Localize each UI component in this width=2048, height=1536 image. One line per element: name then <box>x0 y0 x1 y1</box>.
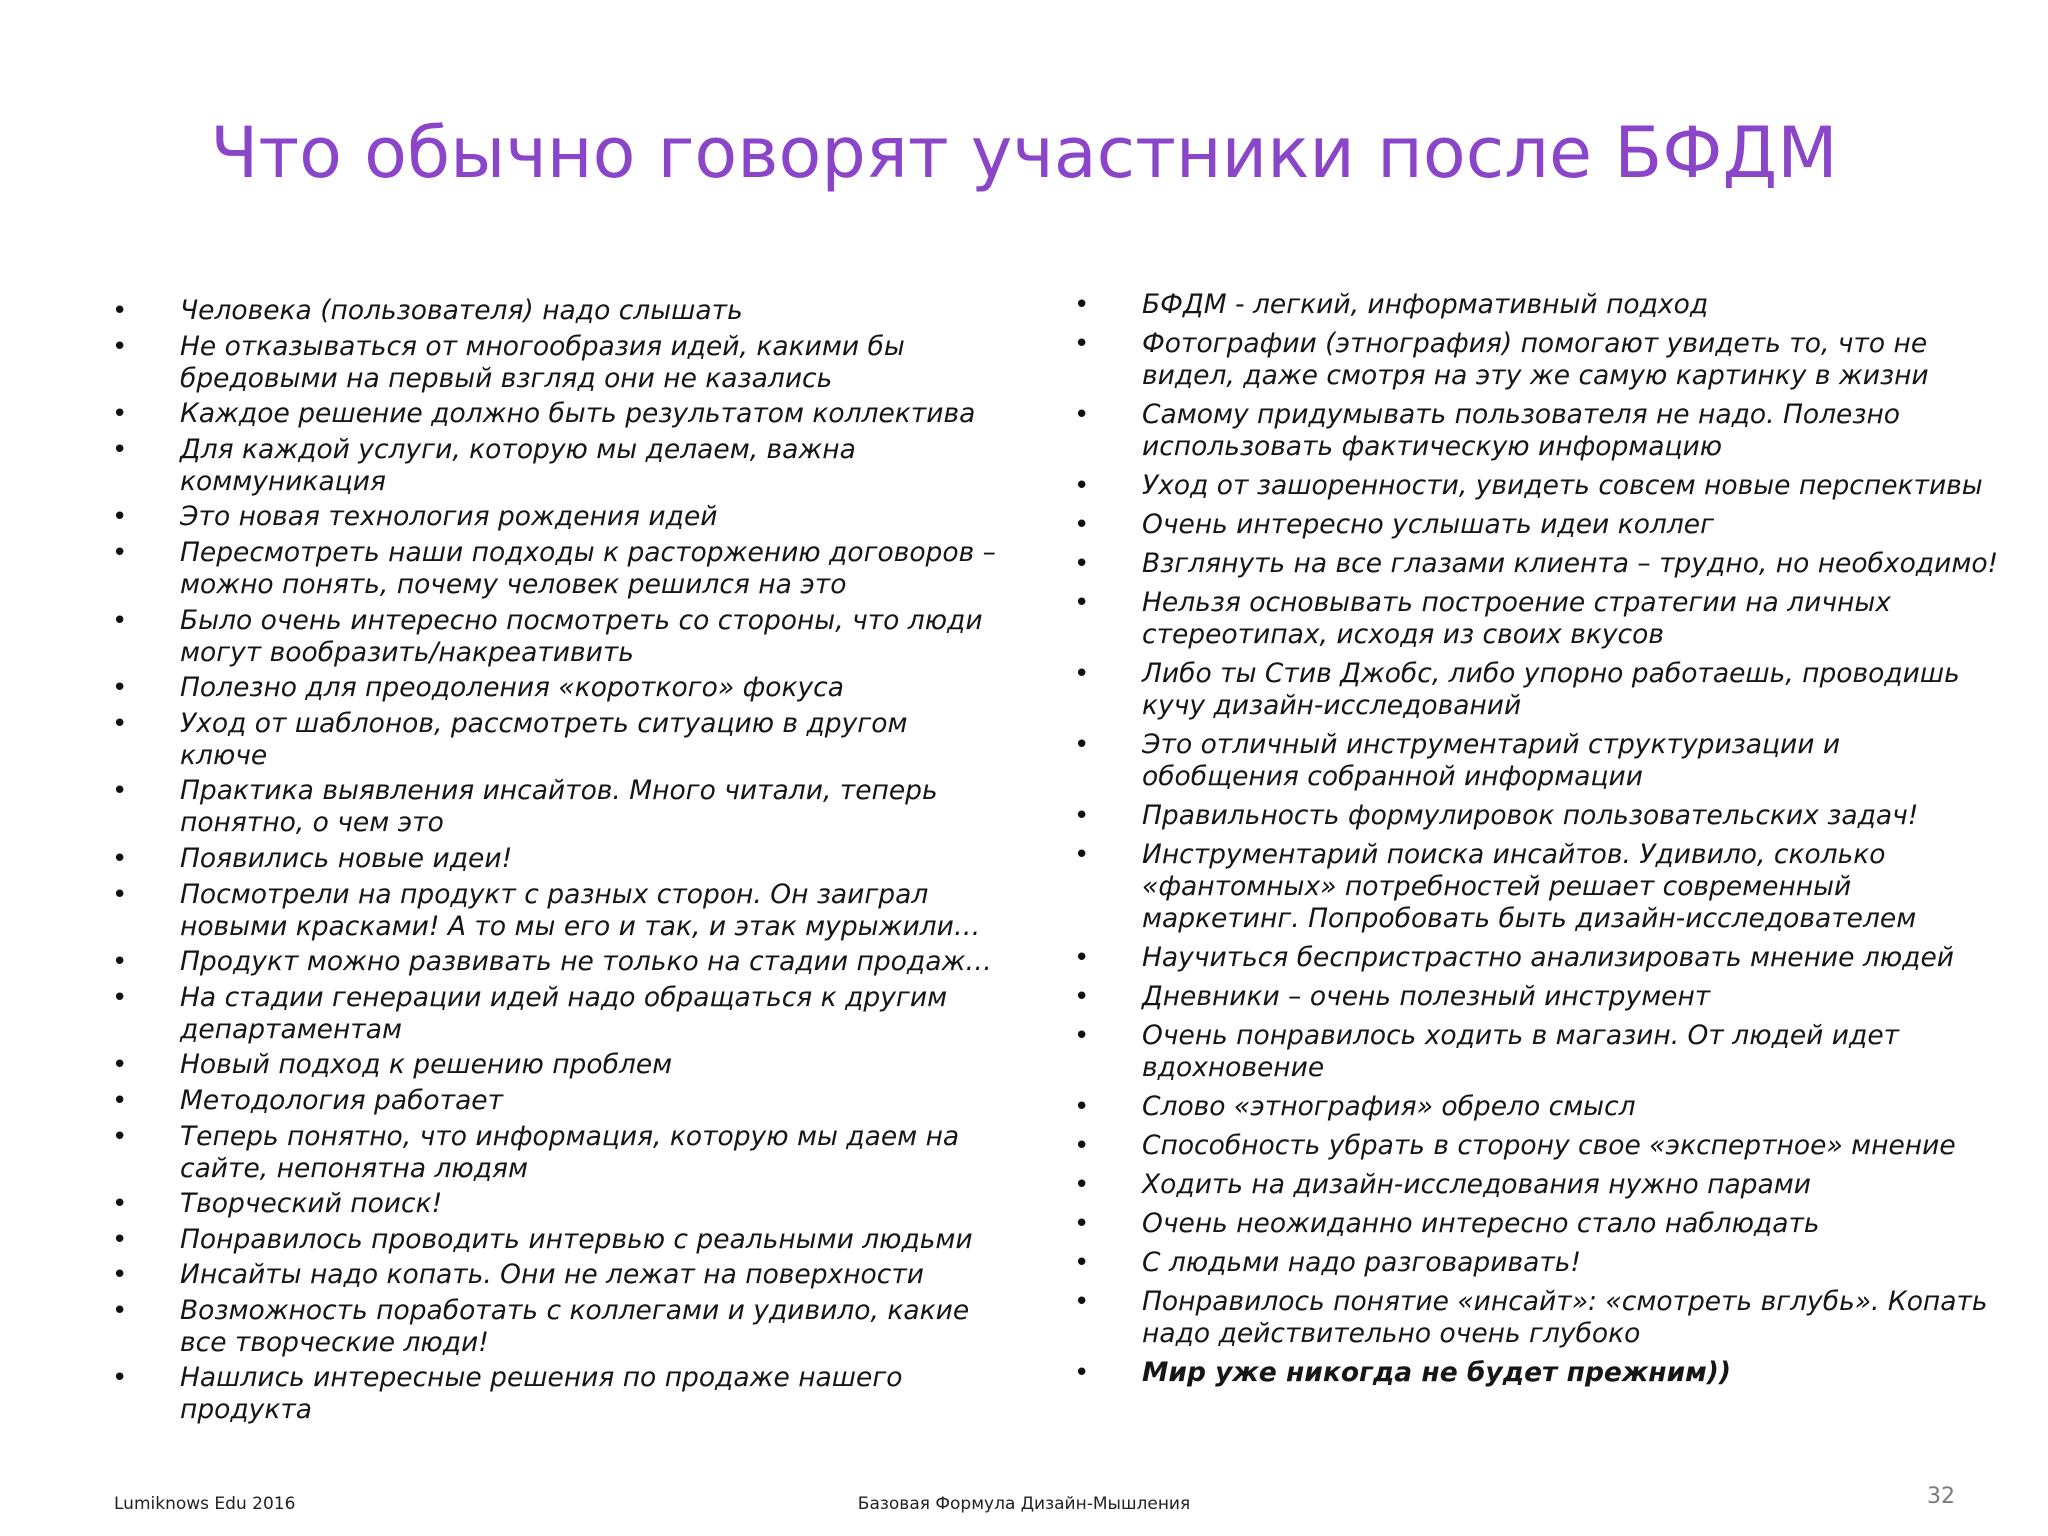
list-item-text: Нашлись интересные решения по продаже нашего продукта <box>180 1362 903 1426</box>
bullet-icon: • <box>112 1224 128 1255</box>
list-item <box>100 537 1000 601</box>
list-item <box>100 1049 1000 1081</box>
list-item <box>1062 399 2002 463</box>
list-item-text: Способность убрать в сторону свое «экспертное» мнение <box>1142 1130 1956 1161</box>
list-item <box>100 1224 1000 1256</box>
list-item <box>1062 981 2002 1013</box>
list-item <box>1062 1208 2002 1240</box>
bullet-icon: • <box>1074 840 1090 870</box>
footer-course-title: Базовая Формула Дизайн-Мышления <box>857 1494 1191 1514</box>
list-item <box>100 1121 1000 1185</box>
list-item <box>1062 1091 2002 1123</box>
bullet-icon: • <box>1074 943 1090 973</box>
list-item <box>1062 839 2002 935</box>
list-item-text: Слово «этнография» обрело смысл <box>1142 1091 1636 1122</box>
bullet-icon: • <box>1074 290 1090 320</box>
list-item <box>100 843 1000 875</box>
list-item <box>1062 328 2002 392</box>
bullet-icon: • <box>1074 510 1090 540</box>
list-item <box>1062 548 2002 580</box>
bullet-icon: • <box>112 502 128 533</box>
bullet-icon: • <box>112 1189 128 1220</box>
bullet-icon: • <box>112 399 128 430</box>
list-item <box>1062 658 2002 722</box>
list-item <box>100 879 1000 943</box>
list-item <box>100 775 1000 839</box>
list-item-text: Понравилось проводить интервью с реальными людьми <box>180 1223 973 1255</box>
list-item-text: Теперь понятно, что информация, которую мы даем на сайте, непонятна людям <box>180 1120 960 1184</box>
list-item <box>100 1259 1000 1291</box>
list-item-text: Новый подход к решению проблем <box>180 1049 673 1081</box>
list-item-text: Взглянуть на все глазами клиента – трудно, но необходимо! <box>1142 548 1999 579</box>
bullet-icon: • <box>112 776 128 807</box>
list-item-text: Продукт можно развивать не только на стадии продаж… <box>180 946 992 978</box>
bullet-icon: • <box>1074 329 1090 359</box>
list-item <box>100 1188 1000 1220</box>
list-item-text: Для каждой услуги, которую мы делаем, важна коммуникация <box>180 433 856 497</box>
bullet-icon: • <box>112 537 128 568</box>
bullet-icon: • <box>112 1050 128 1081</box>
page-number: 32 <box>1927 1484 1955 1509</box>
list-item-text: Фотографии (этнография) помогают увидеть то, что не видел, даже смотря на эту же самую картинку в жизни <box>1142 328 1929 391</box>
list-item <box>100 1295 1000 1359</box>
bullet-icon: • <box>112 708 128 739</box>
bullet-icon: • <box>1074 1021 1090 1051</box>
list-item <box>100 398 1000 430</box>
bullet-icon: • <box>112 1085 128 1116</box>
bullet-icon: • <box>112 1121 128 1152</box>
list-item-text: Инсайты надо копать. Они не лежат на поверхности <box>180 1259 924 1291</box>
list-item-text: Понравилось понятие «инсайт»: «смотреть вглубь». Копать надо действительно очень глубоко <box>1142 1286 1988 1349</box>
bullet-icon: • <box>112 1295 128 1326</box>
list-item-text: Творческий поиск! <box>180 1188 443 1220</box>
bullet-icon: • <box>1074 1209 1090 1239</box>
bullet-icon: • <box>112 296 128 326</box>
bullet-icon: • <box>112 1363 128 1394</box>
list-item <box>1062 509 2002 541</box>
list-item-text: Возможность поработать с коллегами и удивило, какие все творческие люди! <box>180 1294 970 1358</box>
list-item <box>1062 729 2002 793</box>
bullet-icon: • <box>1074 1170 1090 1200</box>
list-item <box>100 1362 1000 1426</box>
list-item <box>1062 800 2002 832</box>
bullet-icon: • <box>1074 1287 1090 1317</box>
list-item <box>1062 470 2002 502</box>
list-item-text: Каждое решение должно быть результатом коллектива <box>180 398 976 430</box>
list-item-text: Очень интересно услышать идеи коллег <box>1142 509 1715 540</box>
list-item <box>100 501 1000 533</box>
list-item <box>1062 1130 2002 1162</box>
list-item <box>1062 1020 2002 1084</box>
bullet-icon: • <box>1074 982 1090 1012</box>
list-item <box>100 672 1000 704</box>
list-item-text: Дневники – очень полезный инструмент <box>1142 981 1711 1012</box>
list-item-text: Полезно для преодоления «короткого» фокуса <box>180 672 844 704</box>
list-item-text: Появились новые идеи! <box>180 842 513 874</box>
bullet-icon: • <box>1074 1358 1090 1388</box>
bullet-icon: • <box>1074 588 1090 618</box>
list-item-text: Уход от шаблонов, рассмотреть ситуацию в другом ключе <box>180 707 908 771</box>
list-item-text: Очень понравилось ходить в магазин. От людей идет вдохновение <box>1142 1020 1900 1083</box>
bullet-icon: • <box>112 947 128 978</box>
bullet-icon: • <box>1074 801 1090 831</box>
bullet-icon: • <box>1074 549 1090 579</box>
list-item <box>100 434 1000 498</box>
bullet-icon: • <box>112 843 128 874</box>
right-feedback-list <box>1062 289 2002 1396</box>
bullet-icon: • <box>1074 659 1090 689</box>
list-item <box>100 1085 1000 1117</box>
bullet-icon: • <box>112 673 128 704</box>
list-item-text: Мир уже никогда не будет прежним)) <box>1142 1357 1732 1388</box>
list-item-text: Нельзя основывать построение стратегии на личных стереотипах, исходя из своих вкусов <box>1142 587 1891 650</box>
list-item-text: Научиться беспристрастно анализировать мнение людей <box>1142 942 1954 973</box>
bullet-icon: • <box>1074 1092 1090 1122</box>
list-item-text: Методология работает <box>180 1084 504 1116</box>
bullet-icon: • <box>112 605 128 636</box>
list-item <box>100 982 1000 1046</box>
list-item-text: С людьми надо разговаривать! <box>1142 1247 1581 1278</box>
footer-brand: Lumiknows Edu 2016 <box>114 1494 296 1514</box>
list-item <box>1062 1247 2002 1279</box>
bullet-icon: • <box>1074 471 1090 501</box>
list-item <box>1062 942 2002 974</box>
list-item-emphasized <box>1062 1357 2002 1389</box>
list-item-text: Посмотрели на продукт с разных сторон. Он заиграл новыми красками! А то мы его и так, и этак мурыжили… <box>180 878 981 942</box>
left-feedback-list <box>100 295 1000 1430</box>
list-item-text: Либо ты Стив Джобс, либо упорно работаешь, проводишь кучу дизайн-исследований <box>1142 658 1960 721</box>
list-item-text: Не отказываться от многообразия идей, какими бы бредовыми на первый взгляд они не казались <box>180 330 905 394</box>
list-item-text: Практика выявления инсайтов. Много читали, теперь понятно, о чем это <box>180 775 938 839</box>
list-item-text: Правильность формулировок пользовательских задач! <box>1142 800 1919 831</box>
list-item-text: Это отличный инструментарий структуризации и обобщения собранной информации <box>1142 729 1841 792</box>
list-item-text: Самому придумывать пользователя не надо. Полезно использовать фактическую информацию <box>1142 399 1900 462</box>
list-item-text: На стадии генерации идей надо обращаться к другим департаментам <box>180 981 948 1045</box>
bullet-icon: • <box>112 434 128 465</box>
list-item-text: Это новая технология рождения идей <box>180 501 718 533</box>
bullet-icon: • <box>1074 730 1090 760</box>
list-item <box>100 331 1000 395</box>
bullet-icon: • <box>112 331 128 362</box>
list-item <box>1062 289 2002 321</box>
list-item <box>1062 1286 2002 1350</box>
list-item <box>100 708 1000 772</box>
list-item <box>1062 587 2002 651</box>
list-item-text: Ходить на дизайн-исследования нужно парами <box>1142 1169 1811 1200</box>
list-item-text: Инструментарий поиска инсайтов. Удивило, сколько «фантомных» потребностей решает современный маркетинг. Попробовать быть дизайн-исследователем <box>1142 839 1917 934</box>
bullet-icon: • <box>112 1260 128 1291</box>
bullet-icon: • <box>112 879 128 910</box>
list-item <box>1062 1169 2002 1201</box>
list-item <box>100 295 1000 327</box>
list-item-text: Уход от зашоренности, увидеть совсем новые перспективы <box>1142 470 1983 501</box>
bullet-icon: • <box>112 982 128 1013</box>
list-item-text: Человека (пользователя) надо слышать <box>180 295 743 326</box>
list-item-text: БФДМ - легкий, информативный подход <box>1142 289 1709 320</box>
bullet-icon: • <box>1074 1248 1090 1278</box>
list-item-text: Было очень интересно посмотреть со стороны, что люди могут вообразить/накреативить <box>180 604 983 668</box>
slide-title: Что обычно говорят участники после БФДМ <box>210 112 1838 194</box>
list-item <box>100 605 1000 669</box>
list-item-text: Очень неожиданно интересно стало наблюдать <box>1142 1208 1820 1239</box>
bullet-icon: • <box>1074 400 1090 430</box>
list-item-text: Пересмотреть наши подходы к расторжению договоров – можно понять, почему человек решился на это <box>180 536 996 600</box>
bullet-icon: • <box>1074 1131 1090 1161</box>
list-item <box>100 946 1000 978</box>
